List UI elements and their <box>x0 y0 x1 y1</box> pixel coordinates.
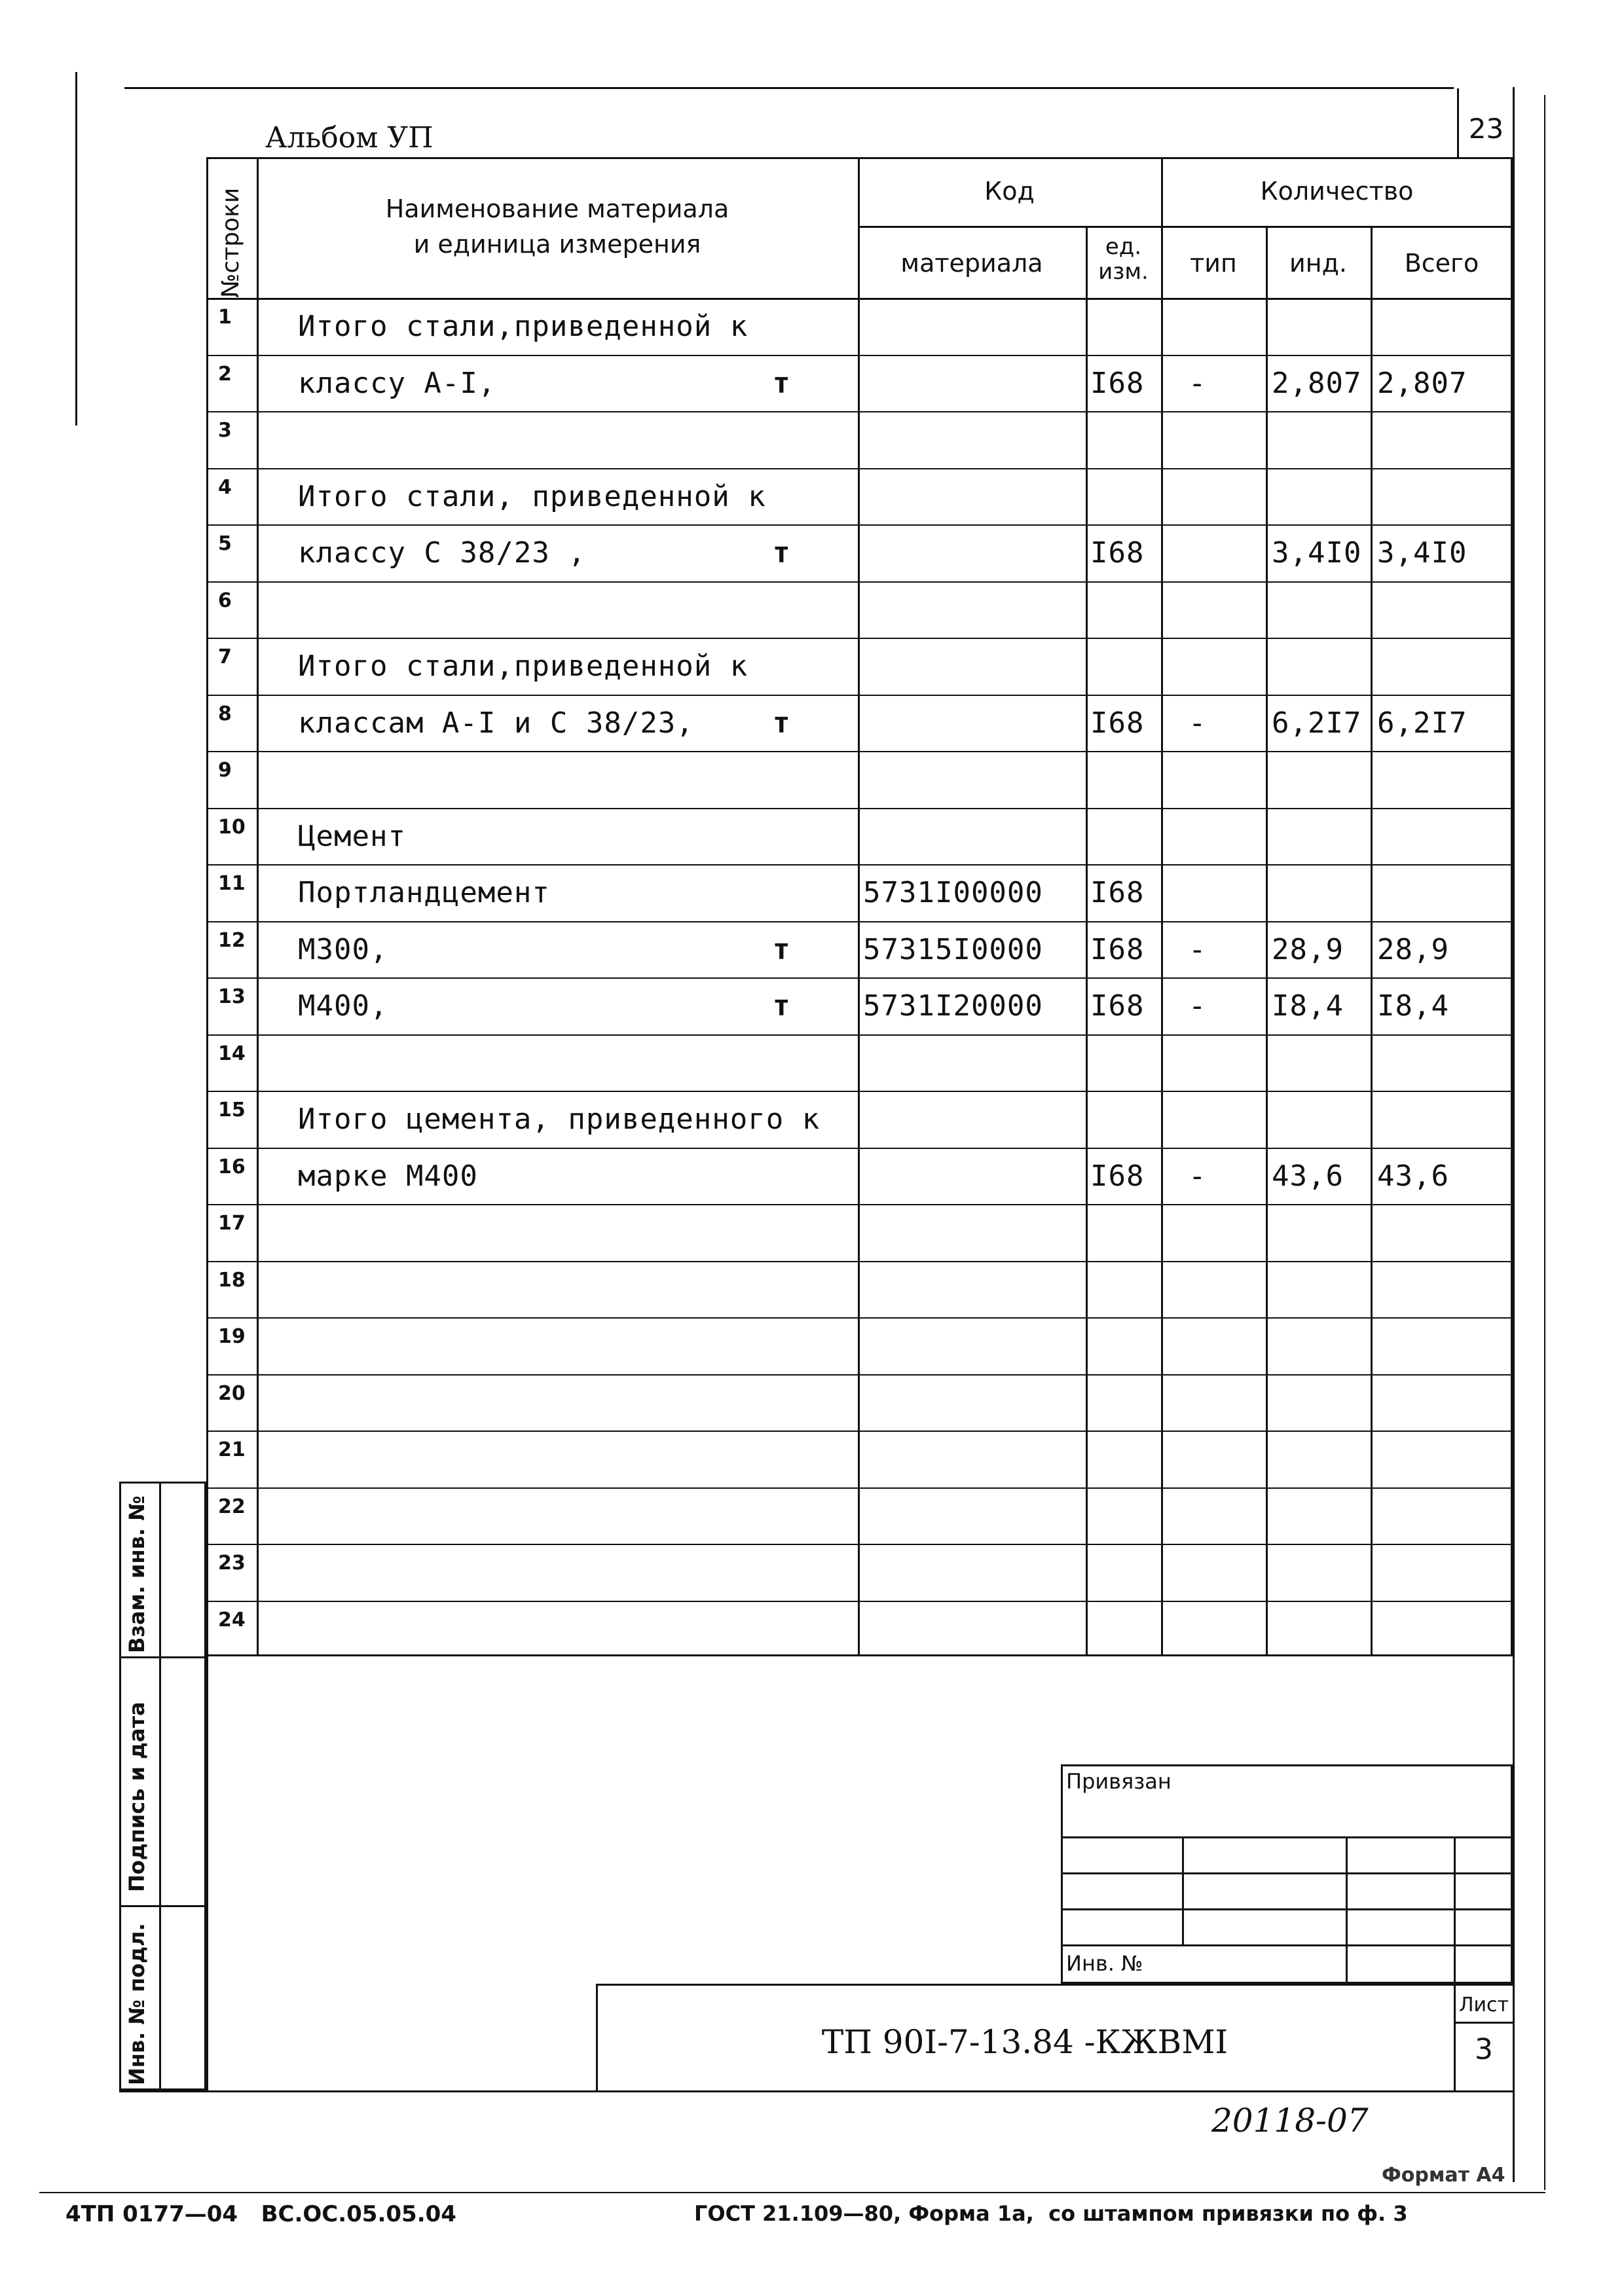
row-separator <box>206 977 1513 979</box>
unit-symbol: т <box>773 536 791 570</box>
title-sheet-label: Лист <box>1458 1994 1509 2016</box>
material-name: Итого стали,приведенной к <box>298 649 748 683</box>
qty-type: - <box>1189 1159 1207 1193</box>
binding-line-3 <box>1061 1908 1513 1910</box>
qty-total: 6,2I7 <box>1377 706 1467 740</box>
unit-code: I68 <box>1090 536 1145 570</box>
qty-individual: 43,6 <box>1272 1159 1344 1193</box>
binding-inv-label: Инв. № <box>1066 1951 1143 1976</box>
row-number: 5 <box>218 532 232 555</box>
unit-symbol: т <box>773 706 791 740</box>
row-number: 14 <box>218 1042 246 1065</box>
material-name: классам А-I и С 38/23, <box>298 706 694 740</box>
header-qty-total: Всего <box>1404 249 1479 278</box>
unit-code: I68 <box>1090 1159 1145 1193</box>
header-sub-line <box>858 226 1513 228</box>
binding-col-3 <box>1454 1836 1456 1984</box>
row-separator <box>206 468 1513 469</box>
left-margin-line <box>75 72 77 426</box>
row-separator <box>206 411 1513 412</box>
row-number: 3 <box>218 419 232 442</box>
side-stamp-line-2 <box>119 1905 206 1907</box>
row-number: 24 <box>218 1608 246 1631</box>
side-stamp-inv-original: Инв. № подл. <box>124 1923 149 2085</box>
unit-code: I68 <box>1090 706 1145 740</box>
row-separator <box>206 1091 1513 1092</box>
row-separator <box>206 355 1513 356</box>
row-number: 20 <box>218 1381 246 1405</box>
binding-line-4 <box>1061 1944 1513 1946</box>
qty-individual: 3,4I0 <box>1272 536 1362 570</box>
bottom-frame-bottom <box>119 2090 1513 2092</box>
row-number: 7 <box>218 646 232 668</box>
row-number: 10 <box>218 815 246 839</box>
material-name: Портландцемент <box>298 876 550 909</box>
side-stamp-signature-date: Подпись и дата <box>124 1702 149 1892</box>
material-name: М300, <box>298 932 388 966</box>
page-number: 23 <box>1468 113 1504 145</box>
row-separator <box>206 638 1513 639</box>
binding-col-2 <box>1346 1836 1348 1984</box>
row-number: 22 <box>218 1495 246 1518</box>
header-material-name: Наименование материала и единица измерения <box>385 194 729 259</box>
row-separator <box>206 1487 1513 1489</box>
material-code: 57315I0000 <box>863 932 1043 966</box>
row-number: 6 <box>218 589 232 612</box>
side-stamp-inv-replace: Взам. инв. № <box>124 1495 149 1653</box>
material-name: Цемент <box>298 819 406 853</box>
qty-individual: 6,2I7 <box>1272 706 1362 740</box>
binding-col-1 <box>1182 1836 1184 1944</box>
material-name: М400, <box>298 989 388 1023</box>
title-sheet-number: 3 <box>1475 2033 1493 2066</box>
binding-stamp-label: Привязан <box>1066 1769 1172 1794</box>
footer-left-code: 4ТП 0177—04 ВС.ОС.05.05.04 <box>65 2201 456 2227</box>
title-sheet-line <box>1454 2022 1513 2024</box>
header-quantity: Количество <box>1260 177 1414 206</box>
header-bottom-line <box>206 298 1513 300</box>
unit-symbol: т <box>773 366 791 400</box>
right-frame-line <box>1513 87 1515 2182</box>
row-number: 1 <box>218 306 232 329</box>
row-number: 12 <box>218 928 246 952</box>
row-number: 4 <box>218 475 232 499</box>
unit-code: I68 <box>1090 932 1145 966</box>
binding-line-2 <box>1061 1872 1513 1874</box>
bottom-frame-left <box>206 1656 208 2090</box>
row-number: 17 <box>218 1212 246 1235</box>
handwritten-number: 20118-07 <box>1211 2102 1369 2140</box>
material-code: 5731I00000 <box>863 876 1043 909</box>
title-designation: ТП 90I-7-13.84 -КЖВМI <box>821 2023 1228 2061</box>
qty-individual: 28,9 <box>1272 932 1344 966</box>
right-edge-line <box>1544 95 1545 2190</box>
row-separator <box>206 1430 1513 1432</box>
album-label: Альбом УП <box>265 121 434 155</box>
header-code-unit: ед. изм. <box>1098 234 1149 285</box>
qty-individual: 2,807 <box>1272 366 1362 400</box>
row-number: 19 <box>218 1325 246 1348</box>
binding-line-1 <box>1061 1836 1513 1838</box>
side-stamp-line-1 <box>119 1656 206 1658</box>
row-separator <box>206 1034 1513 1036</box>
qty-total: I8,4 <box>1377 989 1449 1023</box>
row-number: 16 <box>218 1155 246 1178</box>
qty-total: 28,9 <box>1377 932 1449 966</box>
col-line-type <box>1266 226 1268 1656</box>
qty-individual: I8,4 <box>1272 989 1344 1023</box>
row-separator <box>206 1204 1513 1205</box>
qty-total: 3,4I0 <box>1377 536 1467 570</box>
material-name: Итого стали, приведенной к <box>298 479 766 513</box>
row-separator <box>206 921 1513 922</box>
row-separator <box>206 524 1513 526</box>
header-code-material: материала <box>900 249 1043 278</box>
material-code: 5731I20000 <box>863 989 1043 1023</box>
material-name: классу С 38/23 , <box>298 536 586 570</box>
row-separator <box>206 808 1513 809</box>
row-separator <box>206 1601 1513 1602</box>
qty-type: - <box>1189 706 1207 740</box>
row-number: 13 <box>218 985 246 1008</box>
qty-type: - <box>1189 989 1207 1023</box>
row-number: 21 <box>218 1438 246 1461</box>
material-name: Итого стали,приведенной к <box>298 310 748 343</box>
unit-code: I68 <box>1090 366 1145 400</box>
footer-rule <box>39 2192 1545 2193</box>
row-number: 23 <box>218 1552 246 1575</box>
qty-type: - <box>1189 366 1207 400</box>
row-separator <box>206 1374 1513 1376</box>
footer-gost: ГОСТ 21.109—80, Форма 1а, со штампом привязки по ф. 3 <box>694 2201 1408 2226</box>
col-line-code <box>1086 226 1088 1656</box>
row-separator <box>206 581 1513 583</box>
row-separator <box>206 1544 1513 1545</box>
top-frame-line <box>124 87 1454 89</box>
material-name: марке М400 <box>298 1159 478 1193</box>
unit-symbol: т <box>773 989 791 1023</box>
side-stamp-divider <box>159 1482 161 2090</box>
row-separator <box>206 695 1513 696</box>
row-number: 11 <box>218 872 246 895</box>
row-number: 15 <box>218 1099 246 1121</box>
qty-type: - <box>1189 932 1207 966</box>
row-number: 18 <box>218 1268 246 1292</box>
row-number: 9 <box>218 759 232 782</box>
header-code: Код <box>984 177 1035 206</box>
row-separator <box>206 1261 1513 1262</box>
header-row-number: №строки <box>217 187 244 298</box>
unit-code: I68 <box>1090 876 1145 909</box>
header-qty-ind: инд. <box>1289 249 1347 278</box>
row-separator <box>206 1148 1513 1149</box>
qty-total: 2,807 <box>1377 366 1467 400</box>
material-name: Итого цемента, приведенного к <box>298 1102 821 1136</box>
row-number: 2 <box>218 362 232 386</box>
row-separator <box>206 1317 1513 1319</box>
header-qty-type: тип <box>1190 249 1237 278</box>
row-separator <box>206 864 1513 866</box>
footer-format: Формат А4 <box>1382 2164 1505 2187</box>
col-line-ind <box>1371 226 1373 1656</box>
unit-symbol: т <box>773 932 791 966</box>
material-name: классу А-I, <box>298 366 496 400</box>
row-separator <box>206 751 1513 752</box>
row-number: 8 <box>218 702 232 725</box>
qty-total: 43,6 <box>1377 1159 1449 1193</box>
unit-code: I68 <box>1090 989 1145 1023</box>
